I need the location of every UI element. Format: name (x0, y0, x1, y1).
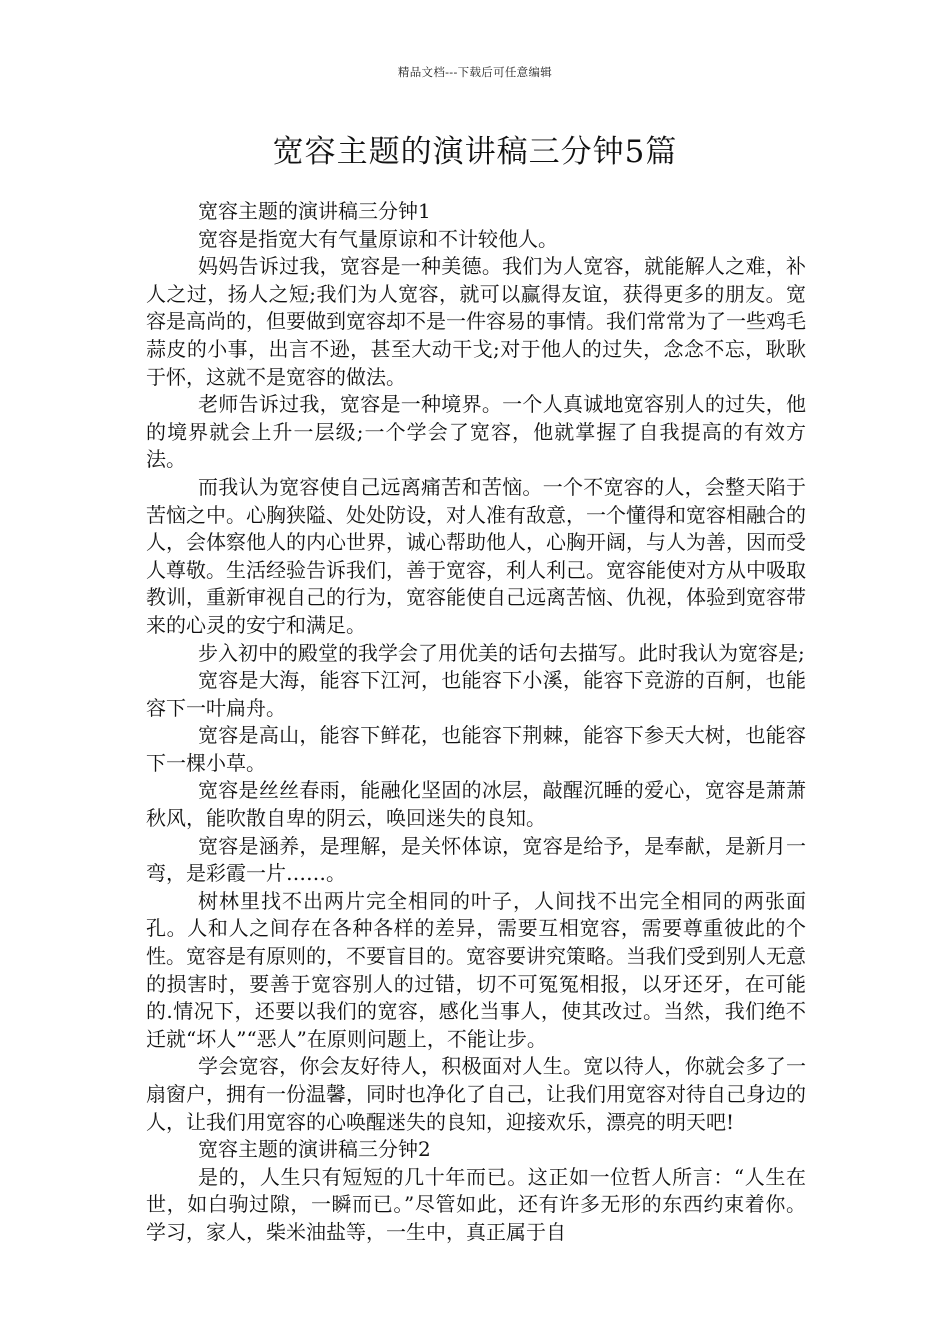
header-note: 精品文档---下载后可任意编辑 (397, 65, 553, 79)
paragraph: 学会宽容，你会友好待人，积极面对人生。宽以待人，你就会多了一扇窗户，拥有一份温馨，同时也净化了自己，让我们用宽容对待自己身边的人，让我们用宽容的心唤醒迷失的良知，迎接欢乐，漂亮的明天吧! (146, 1054, 806, 1134)
paragraph: 宽容是涵养，是理解，是关怀体谅，宽容是给予，是奉献，是新月一弯，是彩霞一片……。 (146, 833, 806, 886)
paragraph: 而我认为宽容使自己远离痛苦和苦恼。一个不宽容的人，会整天陷于苦恼之中。心胸狭隘、处处防设，对人准有敌意，一个懂得和宽容相融合的人，会体察他人的内心世界，诚心帮助他人，心胸开阔，与人为善，因而受人尊敬。生活经验告诉我们，善于宽容，利人利己。宽容能使对方从中吸取教训，重新审视自己的行为，宽容能使自己远离苦恼、仇视，体验到宽容带来的心灵的安宁和满足。 (146, 474, 806, 637)
paragraph: 是的，人生只有短短的几十年而已。这正如一位哲人所言：“人生在世，如白驹过隙，一瞬而已。”尽管如此，还有许多无形的东西约束着你。学习，家人，柴米油盐等，一生中，真正属于自 (146, 1164, 806, 1244)
document-body (146, 198, 806, 1247)
paragraph: 老师告诉过我，宽容是一种境界。一个人真诚地宽容别人的过失，他的境界就会上升一层级;一个学会了宽容，他就掌握了自我提高的有效方法。 (146, 392, 806, 472)
paragraph: 步入初中的殿堂的我学会了用优美的话句去描写。此时我认为宽容是; (198, 640, 805, 665)
paragraph: 宽容是高山，能容下鲜花，也能容下荆棘，能容下参天大树，也能容下一棵小草。 (146, 723, 806, 775)
paragraph: 妈妈告诉过我，宽容是一种美德。我们为人宽容，就能解人之难，补人之过，扬人之短;我们为人宽容，就可以赢得友谊，获得更多的朋友。宽容是高尚的，但要做到宽容却不是一件容易的事情。我们常常为了一些鸡毛蒜皮的小事，出言不逊，甚至大动干戈;对于他人的过失，念念不忘，耿耿于怀，这就不是宽容的做法。 (146, 254, 806, 389)
paragraph: 宽容是大海，能容下江河，也能容下小溪，能容下竞游的百舸，也能容下一叶扁舟。 (146, 668, 806, 720)
document-title: 宽容主题的演讲稿三分钟5篇 (272, 134, 678, 170)
paragraph: 宽容是丝丝春雨，能融化坚固的冰层，敲醒沉睡的爱心，宽容是萧萧秋风，能吹散自卑的阴云，唤回迷失的良知。 (146, 778, 806, 831)
section-heading-1: 宽容主题的演讲稿三分钟1 (198, 199, 431, 223)
paragraph: 树林里找不出两片完全相同的叶子，人间找不出完全相同的两张面孔。人和人之间存在各种各样的差异，需要互相宽容，需要尊重彼此的个性。宽容是有原则的，不要盲目的。宽容要讲究策略。当我们受到别人无意的损害时，要善于宽容别人的过错，切不可冤冤相报，以牙还牙，在可能的.情况下，还要以我们的宽容，感化当事人，使其改过。当然，我们绝不迁就“坏人”“恶人”在原则问题上，不能让步。 (146, 888, 806, 1051)
section-heading-2: 宽容主题的演讲稿三分钟2 (198, 1137, 431, 1162)
paragraph: 宽容是指宽大有气量原谅和不计较他人。 (198, 226, 558, 251)
